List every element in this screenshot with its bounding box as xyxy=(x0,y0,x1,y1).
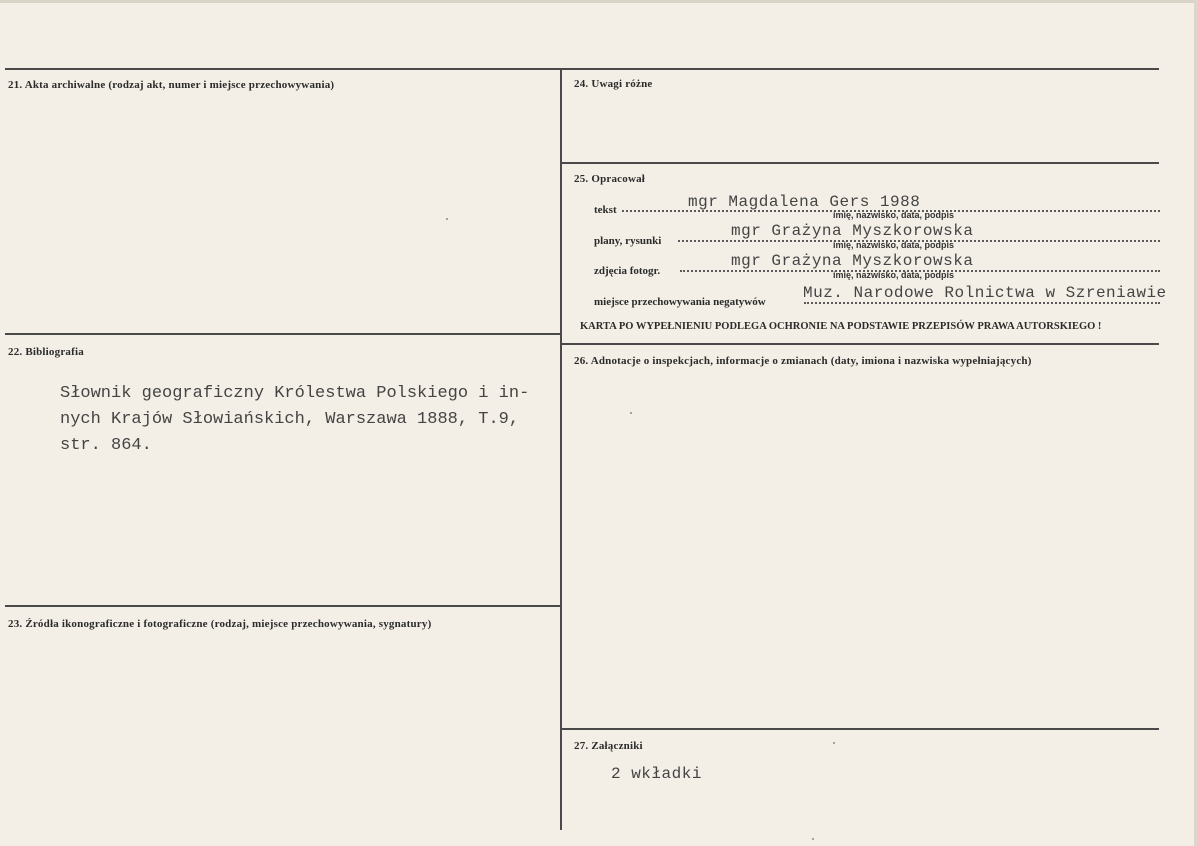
rule-right-25 xyxy=(561,162,1159,164)
bibliography-line: str. 864. xyxy=(60,436,152,455)
section-26-hint: (daty, imiona i nazwiska wypełniających) xyxy=(830,355,1032,367)
attachments-value: 2 wkładki xyxy=(611,765,702,783)
bibliography-text xyxy=(60,381,529,459)
copyright-notice: KARTA PO WYPEŁNIENIU PODLEGA OCHRONIE NA PODSTAWIE PRZEPISÓW PRAWA AUTORSKIEGO ! xyxy=(580,321,1102,332)
section-21-label: 21. Akta archiwalne (rodzaj akt, numer i miejsce przechowywania) xyxy=(8,79,335,91)
section-21-hint: (rodzaj akt, numer i miejsce przechowywania) xyxy=(108,79,335,91)
section-25-label: 25. Opracował xyxy=(574,173,646,185)
paper-speck xyxy=(812,838,814,840)
rule-right-27 xyxy=(561,728,1159,730)
rule-vertical xyxy=(560,68,562,830)
rule-top xyxy=(5,68,1159,70)
field-value-tekst: mgr Magdalena Gers 1988 xyxy=(688,193,921,211)
rule-left-22 xyxy=(5,333,561,335)
section-27-label: 27. Załączniki xyxy=(574,740,643,752)
rule-left-23 xyxy=(5,605,561,607)
paper-edge-top xyxy=(0,0,1198,3)
field-hint: imię, nazwisko, data, podpis xyxy=(833,270,955,280)
rule-right-26 xyxy=(561,343,1159,345)
dotted-line xyxy=(804,302,1160,304)
paper-speck xyxy=(833,742,835,744)
section-22-label: 22. Bibliografia xyxy=(8,346,84,358)
paper-speck xyxy=(446,218,448,220)
section-23-label: 23. Źródła ikonograficzne i fotograficzne (rodzaj, miejsce przechowywania, sygnatury) xyxy=(8,618,432,630)
bibliography-line: nych Krajów Słowiańskich, Warszawa 1888, T.9, xyxy=(60,410,520,429)
field-label-tekst: tekst xyxy=(594,204,617,216)
field-value-negatywy: Muz. Narodowe Rolnictwa w Szreniawie xyxy=(803,284,1167,302)
bibliography-line: Słownik geograficzny Królestwa Polskiego i in- xyxy=(60,384,530,403)
section-24-label: 24. Uwagi różne xyxy=(574,78,653,90)
paper-speck xyxy=(630,412,632,414)
field-label-plany: plany, rysunki xyxy=(594,235,662,247)
field-value-plany: mgr Grażyna Myszkorowska xyxy=(731,222,974,240)
field-hint: imię, nazwisko, data, podpis xyxy=(833,210,955,220)
field-hint: imię, nazwisko, data, podpis xyxy=(833,240,955,250)
section-26-label: 26. Adnotacje o inspekcjach, informacje o zmianach (daty, imiona i nazwiska wypełniających) xyxy=(574,355,1032,367)
field-label-negatywy: miejsce przechowywania negatywów xyxy=(594,296,766,308)
field-value-zdjecia: mgr Grażyna Myszkorowska xyxy=(731,252,974,270)
section-23-hint: (rodzaj, miejsce przechowywania, sygnatury) xyxy=(210,618,432,630)
field-label-zdjecia: zdjęcia fotogr. xyxy=(594,265,661,277)
paper-edge-right xyxy=(1194,0,1198,846)
